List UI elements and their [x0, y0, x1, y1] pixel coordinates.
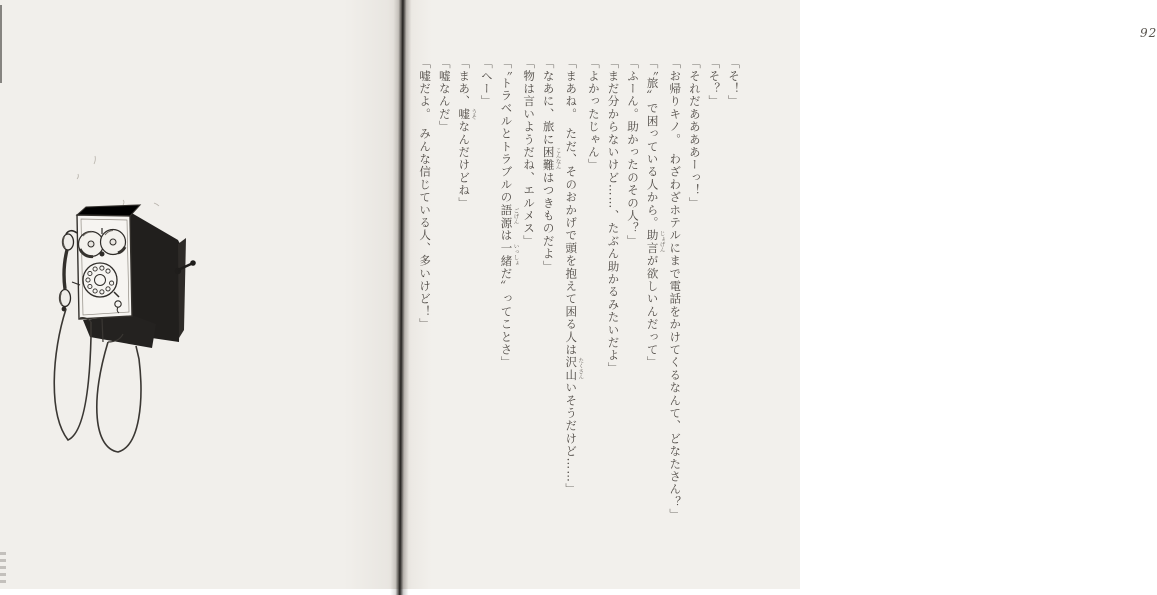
right-page [400, 0, 1157, 589]
telephone-top-lid [77, 205, 140, 216]
antique-wall-telephone-icon [28, 152, 204, 468]
scan-edge-artifact-top [0, 5, 2, 83]
dialogue-line: 「〝トラベルとトラブルの語源 ごげんは一緒 いっしょだ〟ってことさ」 [499, 57, 519, 369]
scan-edge-artifact-bottom [0, 552, 6, 586]
dialogue-text [413, 57, 743, 562]
dialogue-line: 「物は言いようだね、エルメス」 [522, 57, 537, 248]
dialogue-line: 「そ？」 [707, 57, 722, 108]
dialogue-line: 「それだああああーっ！」 [687, 57, 702, 210]
telephone-illustration [28, 152, 204, 468]
ringer-bells [79, 228, 126, 257]
dialogue-line: 「よかったじゃん」 [586, 57, 601, 172]
dialogue-line: 「ふーん。助かったのその人？」 [626, 57, 641, 248]
page-number: 92 [1140, 26, 1157, 40]
dialogue-line: 「まだ分からないけど……、たぶん助かるみたいだよ」 [606, 57, 621, 375]
book-gutter-shadow [390, 0, 411, 595]
dialogue-line: 「まあね。 ただ、そのおかげで頭を抱えて困る人は沢山 たくさんいそうだけど……」 [564, 57, 584, 496]
dialogue-line: 「へー」 [479, 57, 494, 108]
dialogue-line: 「なあに、旅に困難 こんなんはつきものだよ」 [541, 57, 561, 273]
left-page [0, 0, 400, 589]
dialogue-line: 「まあ、嘘 うそなんだけどね」 [457, 57, 477, 210]
dialogue-line: 「〝旅〟で困っている人から。助言 じょげんが欲しいんだって」 [645, 57, 665, 369]
dialogue-line: 「嘘なんだ」 [437, 57, 452, 134]
dialogue-line: 「嘘だよ。 みんな信じている人、多いけど！」 [418, 57, 433, 331]
dialogue-line: 「お帰りキノ。 わざわざホテルにまで電話をかけてくるなんて、どなたさん？」 [668, 57, 683, 522]
sketch-specks [77, 156, 159, 206]
dialogue-line: 「そ！」 [727, 57, 741, 108]
